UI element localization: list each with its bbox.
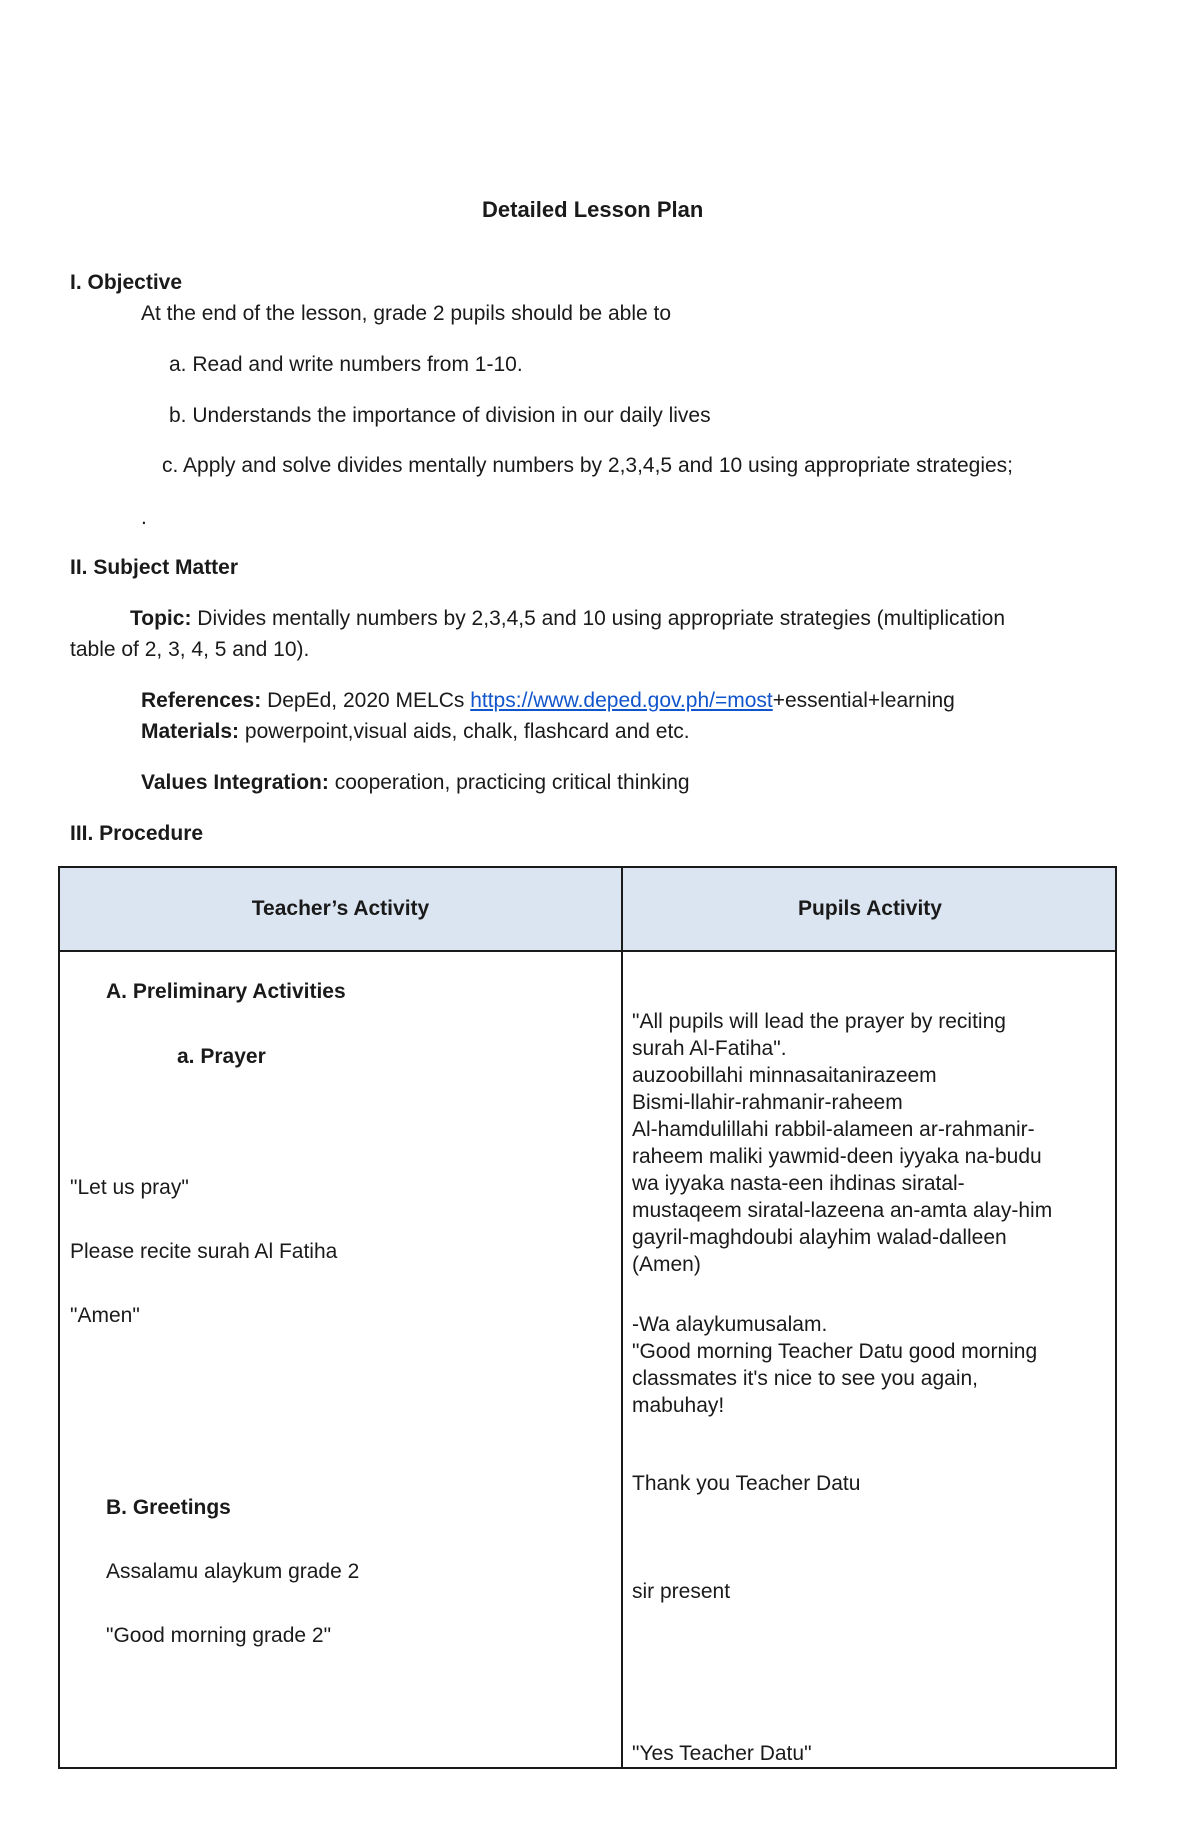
values-text: cooperation, practicing critical thinking	[334, 771, 690, 794]
values-line	[141, 770, 690, 796]
values-label: Values Integration:	[141, 771, 329, 794]
teacher-let-us-pray: "Let us pray"	[70, 1176, 189, 1199]
materials-text: powerpoint,visual aids, chalk, flashcard and etc.	[244, 720, 690, 743]
procedure-heading: III. Procedure	[70, 822, 204, 845]
topic-label: Topic:	[130, 607, 192, 630]
pupils-prayer-line: "All pupils will lead the prayer by reciting	[632, 1010, 1006, 1033]
objective-item-a: a. Read and write numbers from 1-10.	[169, 353, 523, 376]
references-suffix: +essential+learning	[772, 689, 955, 712]
pupils-prayer-line: auzoobillahi minnasaitanirazeem	[632, 1064, 937, 1087]
teacher-amen: "Amen"	[70, 1304, 140, 1327]
procedure-table	[58, 866, 1117, 1769]
subject-matter-heading: II. Subject Matter	[70, 556, 239, 579]
pupils-prayer-line: mustaqeem siratal-lazeena an-amta alay-him	[632, 1199, 1053, 1222]
pupils-prayer-line: Al-hamdulillahi rabbil-alameen ar-rahmanir-	[632, 1118, 1035, 1141]
page-title: Detailed Lesson Plan	[482, 197, 704, 222]
pupils-prayer-line: Bismi-llahir-rahmanir-raheem	[632, 1091, 903, 1114]
pupils-prayer-line: wa iyyaka nasta-een ihdinas siratal-	[632, 1172, 965, 1195]
topic-line-2: table of 2, 3, 4, 5 and 10).	[70, 638, 310, 661]
references-line	[141, 688, 955, 714]
teacher-prayer: a. Prayer	[177, 1045, 266, 1068]
references-link[interactable]: https://www.deped.gov.ph/=most	[470, 689, 773, 712]
references-text: DepEd, 2020 MELCs	[267, 689, 465, 712]
pupils-greeting-line: "Good morning Teacher Datu good morning	[632, 1340, 1038, 1363]
materials-label: Materials:	[141, 720, 240, 743]
teacher-section-a: A. Preliminary Activities	[106, 980, 346, 1003]
pupils-greeting-line: -Wa alaykumusalam.	[632, 1313, 828, 1336]
pupils-greeting-line: mabuhay!	[632, 1394, 725, 1417]
pupils-yes-teacher: "Yes Teacher Datu"	[632, 1742, 812, 1765]
pupils-present: sir present	[632, 1580, 731, 1603]
pupils-prayer-line: gayril-maghdoubi alayhim walad-dalleen	[632, 1226, 1007, 1249]
objective-item-c: c. Apply and solve divides mentally numbers by 2,3,4,5 and 10 using appropriate strategies;	[162, 454, 1014, 477]
teacher-section-b: B. Greetings	[106, 1496, 231, 1519]
topic-line-1	[130, 606, 1005, 632]
pupils-greeting-block	[632, 1311, 1112, 1419]
pupils-prayer-line: raheem maliki yawmid-deen iyyaka na-budu	[632, 1145, 1042, 1168]
column-divider	[621, 868, 623, 1767]
references-label: References:	[141, 689, 262, 712]
teacher-recite: Please recite surah Al Fatiha	[70, 1240, 338, 1263]
pupils-thank-you: Thank you Teacher Datu	[632, 1472, 861, 1495]
teacher-assalamu: Assalamu alaykum grade 2	[106, 1560, 360, 1583]
topic-text: Divides mentally numbers by 2,3,4,5 and 10 using appropriate strategies (multiplication	[197, 607, 1006, 630]
teacher-good-morning: "Good morning grade 2"	[106, 1624, 332, 1647]
objective-intro: At the end of the lesson, grade 2 pupils should be able to	[141, 302, 672, 325]
objective-item-dot: .	[141, 506, 147, 529]
header-teacher-activity: Teacher’s Activity	[251, 897, 430, 920]
objective-heading: I. Objective	[70, 271, 183, 294]
header-pupils-activity: Pupils Activity	[798, 897, 942, 920]
pupils-greeting-line: classmates it's nice to see you again,	[632, 1367, 979, 1390]
objective-item-b: b. Understands the importance of division in our daily lives	[169, 404, 711, 427]
materials-line	[141, 719, 690, 745]
pupils-prayer-line: (Amen)	[632, 1253, 701, 1276]
pupils-prayer-block	[632, 1008, 1112, 1278]
pupils-prayer-line: surah Al-Fatiha".	[632, 1037, 787, 1060]
